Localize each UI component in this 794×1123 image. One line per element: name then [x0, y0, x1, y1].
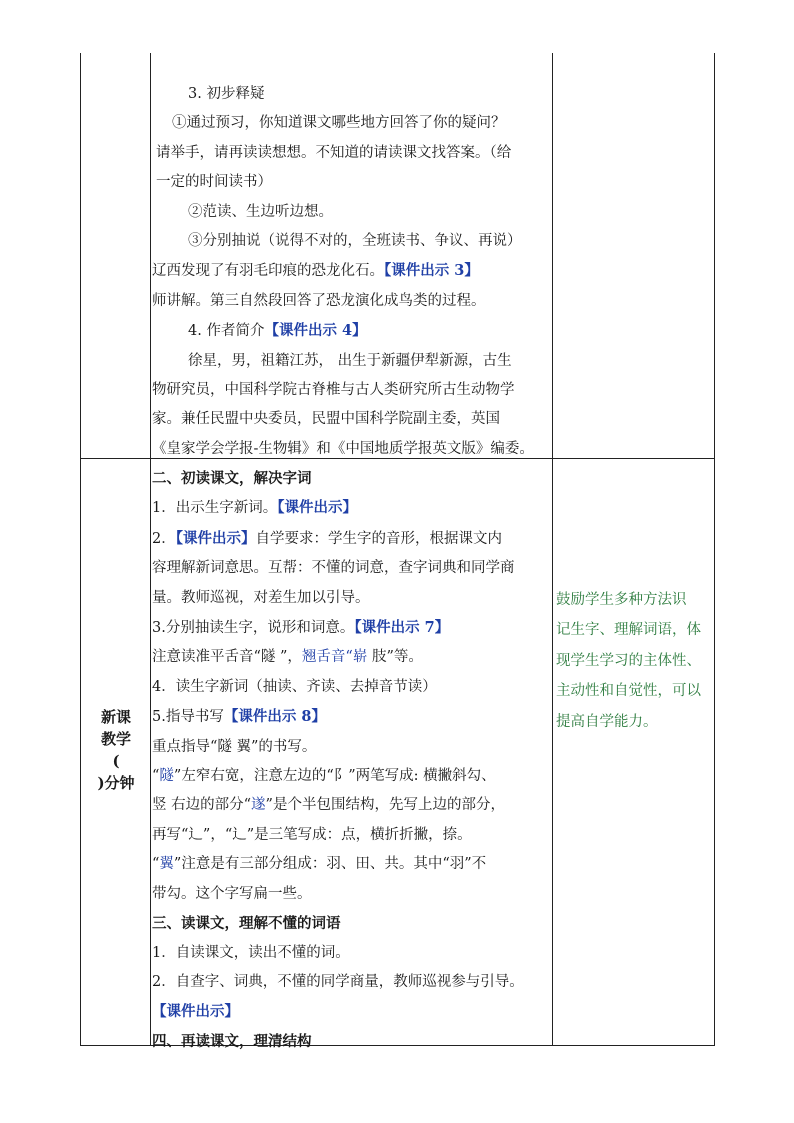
table-border-right	[714, 53, 715, 1046]
stage-label	[82, 706, 150, 794]
paragraph-text: 3.分别抽读生字，说形和词意。	[152, 620, 355, 637]
stage-label-line: 新课	[100, 708, 131, 726]
courseware-tag: 【课件出示 4】	[264, 322, 367, 340]
paragraph-line: 4．读生字新词（抽读、齐读、去掉音节读）	[152, 678, 437, 695]
paragraph-line: 再写“辶”，“辶”是三笔写成：点，横折折撇，捺。	[152, 826, 472, 843]
paragraph-line: 物研究员，中国科学院古脊椎与古人类研究所古生动物学	[152, 382, 515, 399]
paragraph-text: ”左窄右宽，注意左边的“阝”两笔写成: 横撇斜勾、	[173, 768, 496, 785]
paragraph-text: 自学要求：学生字的音形，根据课文内	[255, 530, 502, 547]
paragraph-line	[152, 316, 550, 346]
courseware-tag: 【课件出示 7】	[354, 619, 450, 637]
paragraph-text: ”是个半包围结构，先写上边的部分，	[265, 797, 505, 814]
highlight-character: 翼	[159, 856, 174, 873]
paragraph-line: 《皇家学会学报-生物辑》和《中国地质学报英文版》编委。	[152, 440, 534, 457]
author-heading: 4. 作者简介	[188, 323, 265, 340]
paragraph-line: 重点指导“隧 翼”的书写。	[152, 738, 317, 755]
paragraph-text: 5.指导书写	[152, 709, 224, 726]
paragraph-text: ”注意是有三部分组成：羽、田、共。其中“羽”不	[173, 856, 487, 873]
paragraph-text: 翘舌音“崭	[301, 649, 368, 666]
paragraph-text: 辽西发现了有羽毛印痕的恐龙化石。	[152, 263, 384, 280]
paragraph-text: “	[152, 856, 160, 873]
courseware-tag: 【课件出示】	[277, 499, 357, 517]
courseware-tag: 【课件出示】	[152, 1003, 239, 1021]
paragraph-text: 2．	[152, 530, 176, 547]
paragraph-line	[152, 256, 550, 286]
section-heading-preliminary-questions: 3. 初步释疑	[188, 86, 265, 102]
paragraph-text: 竖 右边的部分“	[152, 797, 252, 814]
paragraph-line: 2．自查字、词典，不懂的同学商量，教师巡视参与引导。	[152, 973, 524, 990]
table-border-left	[80, 53, 81, 1046]
paragraph-text: 注意读准平舌音“隧 ”，	[152, 649, 302, 666]
bottom-row-content	[152, 464, 550, 1056]
paragraph-line	[152, 762, 550, 791]
table-divider-2	[552, 53, 553, 1046]
design-intent-note	[556, 585, 714, 737]
paragraph-line	[152, 850, 550, 879]
paragraph-line: 家。兼任民盟中央委员，民盟中国科学院副主委，英国	[152, 411, 500, 428]
paragraph-line: 师讲解。第三自然段回答了恐龙演化成鸟类的过程。	[152, 292, 486, 309]
paragraph-line: 徐星，男，祖籍江苏， 出生于新疆伊犁新源，古生	[188, 352, 512, 369]
paragraph-line	[152, 791, 550, 820]
note-line: 主动性和自觉性，可以	[556, 683, 701, 700]
paragraph-line: ③分别抽说（说得不对的，全班读书、争议、再说）	[188, 233, 522, 250]
highlight-character: 隧	[159, 768, 174, 785]
stage-label-line: 教学	[100, 730, 131, 748]
courseware-tag: 【课件出示】	[175, 529, 256, 547]
paragraph-text: 肢”等。	[367, 649, 423, 666]
paragraph-line: 一定的时间读书）	[156, 174, 272, 191]
paragraph-line: ②范读、生边听边想。	[188, 203, 333, 220]
section-heading-reread: 四、再读课文，理清结构	[152, 1032, 312, 1050]
note-line: 记生字、理解词语，体	[556, 622, 701, 639]
paragraph-line: 1．自读课文，读出不懂的词。	[152, 944, 350, 961]
note-line: 鼓励学生多种方法识	[556, 592, 687, 608]
paragraph-text: “	[152, 768, 160, 785]
paragraph-line: ①通过预习，你知道课文哪些地方回答了你的疑问？	[172, 115, 506, 132]
stage-label-line: (	[112, 752, 120, 770]
section-heading-first-reading: 二、初读课文，解决字词	[152, 470, 312, 487]
paragraph-line: 容理解新词意思。互帮：不懂的词意，查字词典和同学商	[152, 560, 515, 577]
paragraph-line	[152, 524, 550, 554]
paragraph-line	[152, 613, 550, 643]
table-divider-1	[150, 53, 151, 1046]
courseware-tag: 【课件出示 8】	[223, 708, 326, 726]
paragraph-line	[152, 493, 550, 523]
courseware-tag: 【课件出示 3】	[384, 262, 479, 280]
paragraph-line	[152, 643, 550, 672]
paragraph-line	[152, 702, 550, 732]
paragraph-text: 1．出示生字新词。	[152, 500, 278, 517]
stage-label-line: )分钟	[97, 774, 135, 792]
top-row-content	[152, 80, 550, 464]
note-line: 现学生学习的主体性、	[556, 652, 701, 669]
highlight-character: 遂	[251, 797, 266, 814]
section-heading-understand-words: 三、读课文，理解不懂的词语	[152, 915, 341, 933]
paragraph-line: 带勾。这个字写扁一些。	[152, 885, 312, 902]
paragraph-line: 量。教师巡视，对差生加以引导。	[152, 589, 370, 606]
paragraph-line: 请举手，请再读读想想。不知道的请读课文找答案。（给	[156, 144, 512, 161]
note-line: 提高自学能力。	[556, 713, 658, 730]
